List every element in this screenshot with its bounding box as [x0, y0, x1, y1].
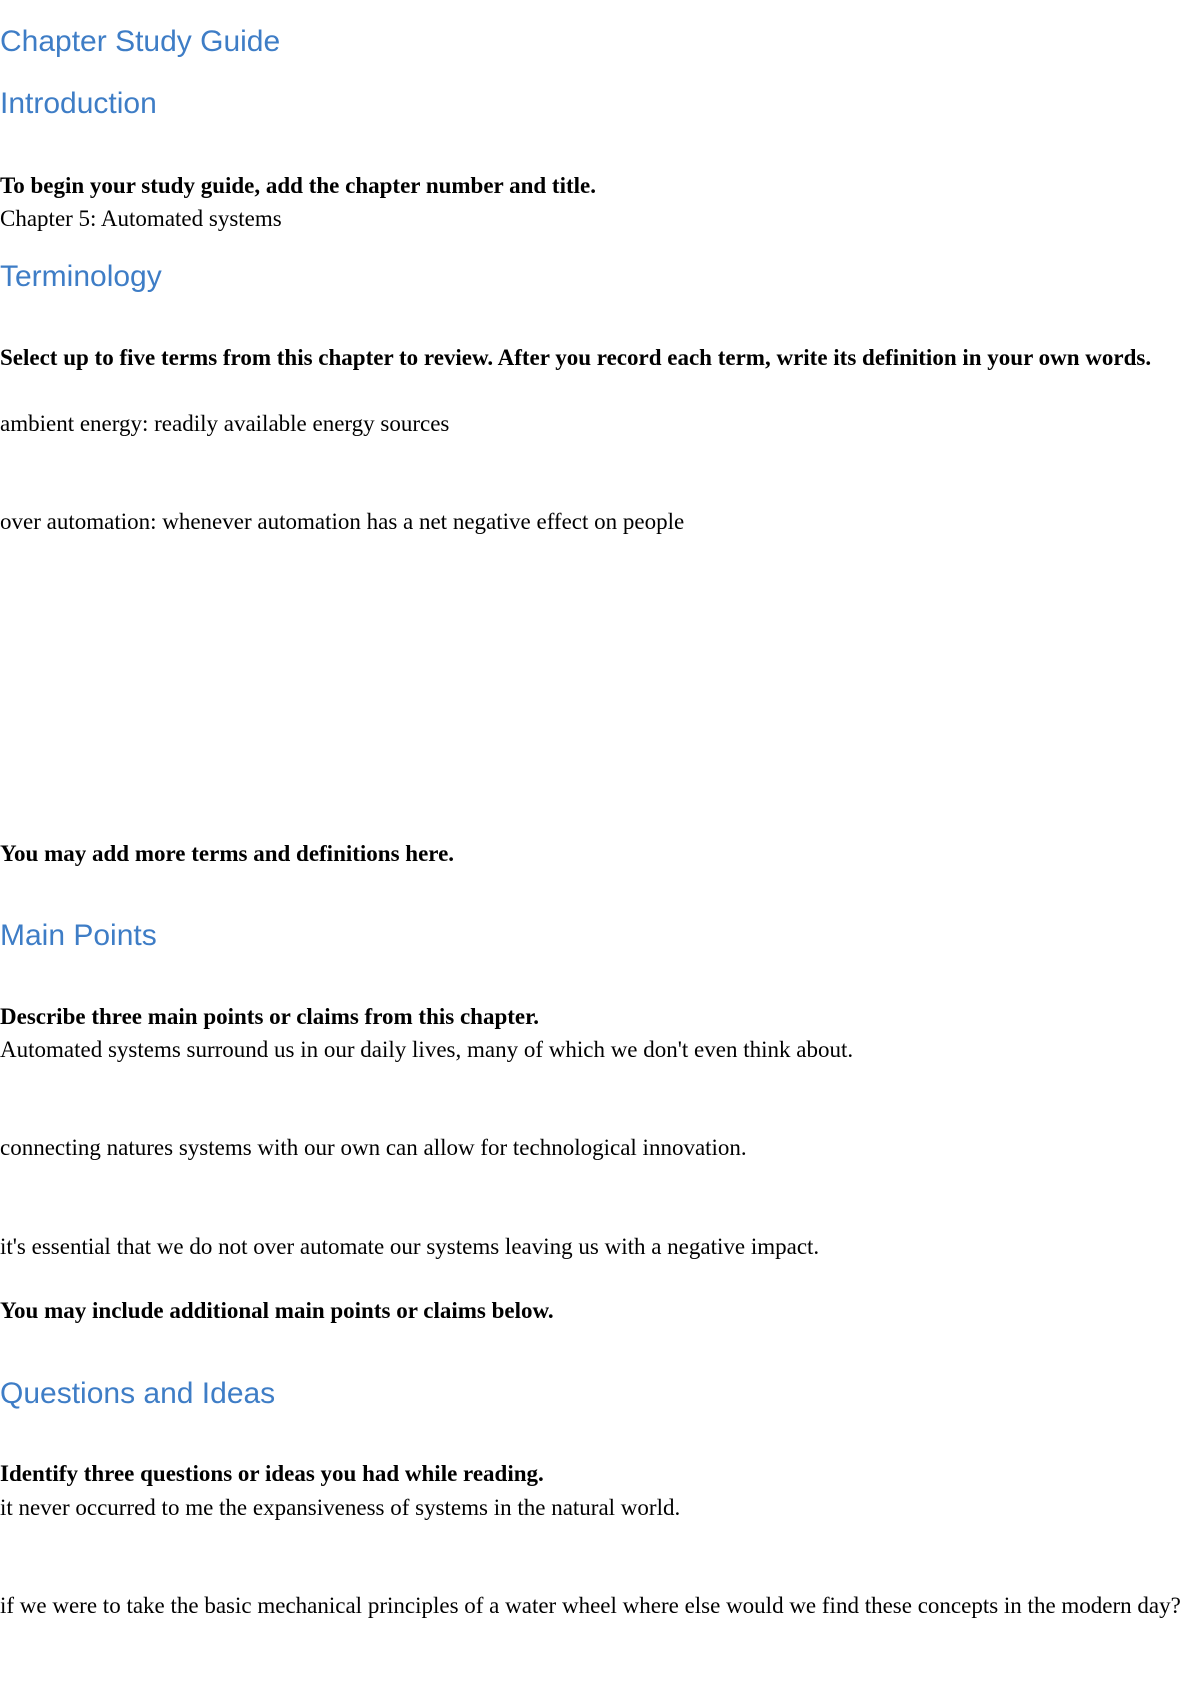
main-points-prompt: Describe three main points or claims from this chapter. — [0, 1004, 539, 1029]
terminology-prompt: Select up to five terms from this chapter to review. After you record each term, write its definition in your own words. — [0, 345, 1152, 370]
more-terms-prompt: You may add more terms and definitions here. — [0, 841, 455, 866]
main-point-item[interactable]: connecting natures systems with our own can allow for technological innovation. — [0, 1135, 747, 1160]
main-points-heading: Main Points — [0, 919, 157, 952]
questions-prompt: Identify three questions or ideas you had while reading. — [0, 1461, 544, 1486]
question-item[interactable]: it never occurred to me the expansiveness of systems in the natural world. — [0, 1495, 681, 1520]
introduction-heading: Introduction — [0, 87, 157, 120]
introduction-prompt: To begin your study guide, add the chapter number and title. — [0, 173, 596, 198]
question-item[interactable]: if we were to take the basic mechanical principles of a water wheel where else would we find these concepts in the modern day? — [0, 1593, 1181, 1618]
term-item[interactable]: over automation: whenever automation has a net negative effect on people — [0, 509, 685, 534]
term-item[interactable]: ambient energy: readily available energy sources — [0, 411, 450, 436]
questions-heading: Questions and Ideas — [0, 1377, 276, 1410]
more-points-prompt: You may include additional main points or claims below. — [0, 1298, 554, 1323]
main-point-item[interactable]: Automated systems surround us in our daily lives, many of which we don't even think about. — [0, 1037, 854, 1062]
document-title: Chapter Study Guide — [0, 25, 281, 58]
introduction-answer[interactable]: Chapter 5: Automated systems — [0, 206, 282, 231]
main-point-item[interactable]: it's essential that we do not over automate our systems leaving us with a negative impact. — [0, 1234, 820, 1259]
terminology-heading: Terminology — [0, 260, 162, 293]
